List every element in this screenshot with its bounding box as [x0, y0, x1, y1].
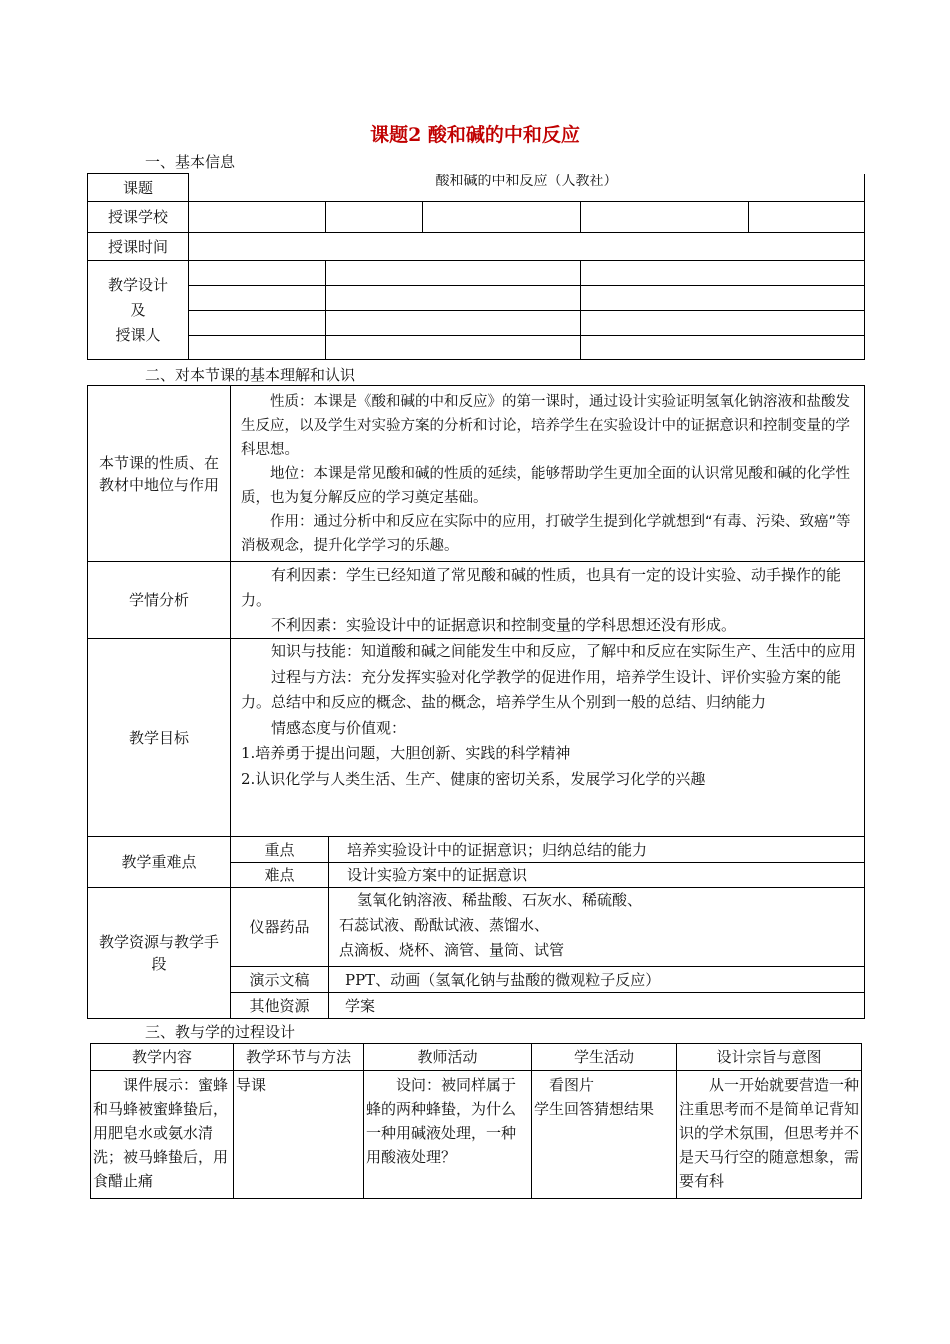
- difficult-label: 难点: [231, 863, 329, 888]
- goals-paragraph: 过程与方法：充分发挥实验对化学教学的促进作用，培养学生设计、评价实验方案的能力。总结中和反应的概念、盐的概念，培养学生从个别到一般的总结、归纳能力: [241, 667, 842, 711]
- section-heading-process: 三、教与学的过程设计: [145, 1023, 296, 1041]
- slides-value: PPT、动画（氢氧化钠与盐酸的微观粒子反应）: [329, 967, 865, 993]
- students-cell: [231, 562, 865, 639]
- process-student-cell: [532, 1071, 677, 1199]
- slides-label: 演示文稿: [231, 967, 329, 993]
- students-paragraph: 不利因素：实验设计中的证据意识和控制变量的学科思想还没有形成。: [271, 616, 737, 634]
- design-label-line: 及: [130, 300, 146, 319]
- instruments-line: 点滴板、烧杯、滴管、量筒、试管: [339, 941, 565, 959]
- basic-info-table: [87, 173, 865, 360]
- goals-paragraph: 知识与技能：知道酸和碱之间能发生中和反应，了解中和反应在实际生产、生活中的应用: [271, 642, 857, 660]
- section-heading-understanding: 二、对本节课的基本理解和认识: [145, 366, 356, 384]
- goals-list-item: 1.培养勇于提出问题，大胆创新、实践的科学精神: [241, 744, 571, 762]
- nature-cell: [231, 386, 865, 562]
- goals-paragraph: 情感态度与价值观：: [271, 718, 407, 737]
- topic-value: 酸和碱的中和反应（人教社）: [189, 174, 865, 202]
- instruments-cell: [329, 888, 865, 967]
- understanding-table: [87, 385, 865, 1019]
- students-label: 学情分析: [88, 562, 231, 639]
- process-content-cell: 课件展示：蜜蜂和马蜂被蜜蜂蛰后，用肥皂水或氨水清洗；被马蜂蛰后，用食醋止痛: [91, 1071, 234, 1199]
- process-table: [90, 1043, 862, 1199]
- process-teacher-cell: 设问：被同样属于蜂的两种蜂蛰，为什么一种用碱液处理，一种用酸液处理？: [364, 1071, 532, 1199]
- process-header-student: 学生活动: [532, 1044, 677, 1071]
- resources-label: 教学资源与教学手段: [88, 888, 231, 1019]
- other-value: 学案: [329, 993, 865, 1019]
- school-label: 授课学校: [88, 202, 189, 233]
- instruments-label: 仪器药品: [231, 888, 329, 967]
- process-header-content: 教学内容: [91, 1044, 234, 1071]
- time-label: 授课时间: [88, 233, 189, 261]
- design-label: [88, 261, 189, 360]
- process-header-purpose: 设计宗旨与意图: [677, 1044, 862, 1071]
- process-purpose-cell: 从一开始就要营造一种注重思考而不是简单记背知识的学术氛围，但思考并不是天马行空的随意想象，需要有科: [677, 1071, 862, 1199]
- design-label-line: 授课人: [115, 325, 161, 344]
- instruments-line: 氢氧化钠溶液、稀盐酸、石灰水、稀硫酸、: [357, 891, 643, 909]
- nature-paragraph: 性质：本课是《酸和碱的中和反应》的第一课时，通过设计实验证明氢氧化钠溶液和盐酸发生反应，以及学生对实验方案的分析和讨论，培养学生在实验设计中的证据意识和控制变量的学科思想。: [241, 393, 850, 458]
- nature-paragraph: 作用：通过分析中和反应在实际中的应用，打破学生提到化学就想到“有毒、污染、致癌”等消极观念，提升化学学习的乐趣。: [241, 513, 851, 554]
- goals-cell: [231, 639, 865, 837]
- student-activity-line: 学生回答猜想结果: [534, 1100, 655, 1118]
- goals-list-item: 2.认识化学与人类生活、生产、健康的密切关系，发展学习化学的兴趣: [241, 769, 706, 788]
- goals-label: 教学目标: [88, 639, 231, 837]
- students-paragraph: 有利因素：学生已经知道了常见酸和碱的性质，也具有一定的设计实验、动手操作的能力。: [241, 566, 842, 609]
- topic-label: 课题: [88, 174, 189, 202]
- process-header-method: 教学环节与方法: [234, 1044, 364, 1071]
- process-header-teacher: 教师活动: [364, 1044, 532, 1071]
- process-method-cell: 导课: [234, 1071, 364, 1199]
- instruments-line: 石蕊试液、酚酞试液、蒸馏水、: [339, 916, 550, 934]
- key-label: 重点: [231, 837, 329, 863]
- section-heading-basic-info: 一、基本信息: [145, 153, 236, 171]
- difficult-value: 设计实验方案中的证据意识: [329, 863, 865, 888]
- student-activity-line: 看图片: [549, 1076, 595, 1094]
- page-title: 课题2 酸和碱的中和反应: [370, 124, 580, 146]
- key-value: 培养实验设计中的证据意识；归纳总结的能力: [329, 837, 865, 863]
- design-label-line: 教学设计: [107, 275, 168, 294]
- keypoints-label: 教学重难点: [88, 837, 231, 888]
- nature-paragraph: 地位：本课是常见酸和碱的性质的延续，能够帮助学生更加全面的认识常见酸和碱的化学性质，也为复分解反应的学习奠定基础。: [241, 465, 850, 506]
- nature-label: 本节课的性质、在教材中地位与作用: [88, 386, 231, 562]
- other-label: 其他资源: [231, 993, 329, 1019]
